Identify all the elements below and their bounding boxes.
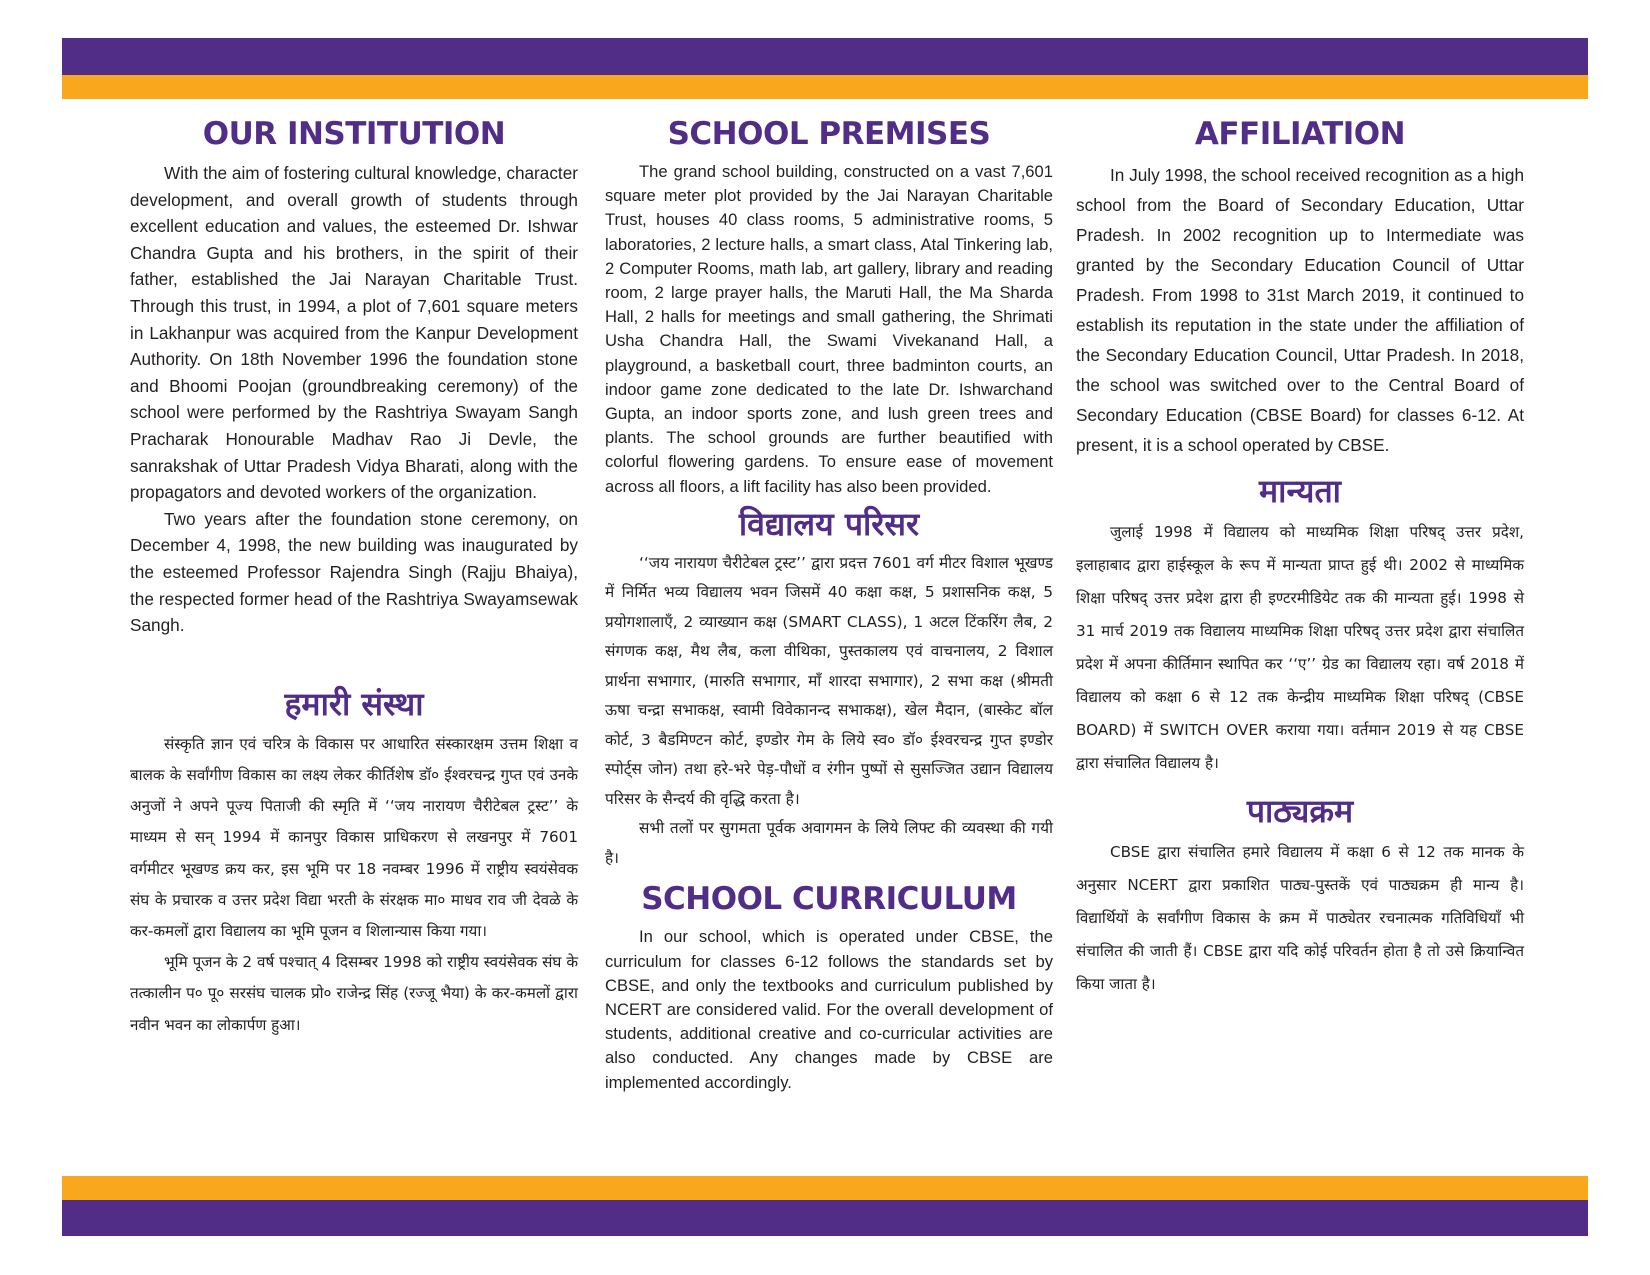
premises-hindi-paragraph-1: ‘‘जय नारायण चैरीटेबल ट्रस्ट’’ द्वारा प्रदत्त 7601 वर्ग मीटर विशाल भूखण्ड में निर्मित भव्य विद्यालय भवन जिसमें 40 कक्षा कक्ष, 5 प्रशासनिक कक्ष, 5 प्रयोगशालाएँ, 2 व्याख्यान कक्ष (SMART CLASS), 1 अटल टिंकरिंग लैब, 2 संगणक कक्ष, मैथ लैब, कला वीथिका, पुस्तकालय एवं वाचनालय, 2 विशाल प्रार्थना सभागार, (मारुति सभागार, माँ शारदा सभागार), 2 सभा कक्ष (श्रीमती ऊषा चन्द्रा सभाकक्ष, स्वामी विवेकानन्द सभाकक्ष), खेल मैदान, (बास्केट बॉल कोर्ट, 3 बैडमिण्टन कोर्ट, इण्डोर गेम के लिये स्व० डॉ० ईश्वरचन्द्र गुप्त इण्डोर स्पोर्ट्स जोन) तथा हरे-भरे पेड़-पौधों व रंगीन पुष्पों से सुसज्जित उद्यान विद्यालय परिसर के सैन्दर्य की वृद्धि करता है। <box>605 553 1053 808</box>
bottom-purple-band <box>62 1200 1588 1236</box>
top-orange-band <box>62 75 1588 99</box>
heading-manyata: मान्यता <box>1259 472 1341 510</box>
heading-affiliation: AFFILIATION <box>1194 116 1406 152</box>
institution-hindi-paragraph-2: भूमि पूजन के 2 वर्ष पश्चात् 4 दिसम्बर 1998 को राष्ट्रीय स्वयंसेवक संघ के तत्कालीन प० पू० सरसंघ चालक प्रो० राजेन्द्र सिंह (रज्जू भैया) के कर-कमलों द्वारा नवीन भवन का लोकार्पण हुआ। <box>130 953 578 1034</box>
institution-paragraph-1: With the aim of fostering cultural knowledge, character development, and overall growth of students through excellent education and values, the esteemed Dr. Ishwar Chandra Gupta and his brothers, in the spirit of their father, established the Jai Narayan Charitable Trust. Through this trust, in 1994, a plot of 7,601 square meters in Lakhanpur was acquired from the Kanpur Development Authority. On 18th November 1996 the foundation stone and Bhoomi Poojan (groundbreaking ceremony) of the school were performed by the Rashtriya Swayam Sangh Pracharak Honourable Madhav Rao Ji Devle, the sanrakshak of Uttar Pradesh Vidya Bharati, along with the propagators and devoted workers of the organization. <box>130 163 578 503</box>
column-affiliation <box>1076 108 1524 1001</box>
bottom-orange-band <box>62 1176 1588 1200</box>
heading-school-premises: SCHOOL PREMISES <box>667 116 991 152</box>
column-school-premises <box>605 108 1053 1095</box>
premises-paragraph-1: The grand school building, constructed on a vast 7,601 square meter plot provided by the Jai Narayan Charitable Trust, houses 40 class rooms, 5 administrative rooms, 5 laboratories, 2 lecture halls, a smart class, Atal Tinkering lab, 2 Computer Rooms, math lab, art gallery, library and reading room, 2 large prayer halls, the Maruti Hall, the Ma Sharda Hall, 2 halls for meetings and small gathering, the Shrimati Usha Chandra Hall, the Swami Vivekanand Hall, a playground, a basketball court, three badminton courts, an indoor game zone dedicated to the late Dr. Ishwarchand Gupta, an indoor sports zone, and lush green trees and plants. The school grounds are further beautified with colorful flowering gardens. To ensure ease of movement across all floors, a lift facility has also been provided. <box>605 162 1053 496</box>
affiliation-paragraph-1: In July 1998, the school received recognition as a high school from the Board of Secondary Education, Uttar Pradesh. In 2002 recognition up to Intermediate was granted by the Secondary Education Council of Uttar Pradesh. From 1998 to 31st March 2019, it continued to establish its reputation in the state under the affiliation of the Secondary Education Council, Uttar Pradesh. In 2018, the school was switched over to the Central Board of Secondary Education (CBSE Board) for classes 6-12. At present, it is a school operated by CBSE. <box>1076 165 1524 455</box>
curriculum-paragraph-1: In our school, which is operated under CBSE, the curriculum for classes 6-12 follows the standards set by CBSE, and only the textbooks and curriculum published by NCERT are considered valid. For the overall development of students, additional creative and co-curricular activities are also conducted. Any changes made by CBSE are implemented accordingly. <box>605 927 1053 1092</box>
institution-hindi-paragraph-1: संस्कृति ज्ञान एवं चरित्र के विकास पर आधारित संस्कारक्षम उत्तम शिक्षा व बालक के सर्वांगीण विकास का लक्ष्य लेकर कीर्तिशेष डॉ० ईश्वरचन्द्र गुप्त एवं उनके अनुजों ने अपने पूज्य पिताजी की स्मृति में ‘‘जय नारायण चैरीटेबल ट्रस्ट’’ के माध्यम से सन् 1994 में कानपुर विकास प्राधिकरण से लखनपुर में 7601 वर्गमीटर भूखण्ड क्रय कर, इस भूमि पर 18 नवम्बर 1996 में राष्ट्रीय स्वयंसेवक संघ के प्रचारक व उत्तर प्रदेश विद्या भरती के संरक्षक मा० माधव राव जी देवळे के कर-कमलों द्वारा विद्यालय का भूमि पूजन व शिलान्यास किया गया। <box>130 734 578 940</box>
institution-paragraph-2: Two years after the foundation stone ceremony, on December 4, 1998, the new building was inaugurated by the esteemed Professor Rajendra Singh (Rajju Bhaiya), the respected former head of the Rashtriya Swayamsewak Sangh. <box>130 508 578 636</box>
heading-our-institution: OUR INSTITUTION <box>202 116 506 152</box>
heading-hamari-sanstha: हमारी संस्था <box>284 684 424 723</box>
curriculum-hindi-paragraph-1: CBSE द्वारा संचालित हमारे विद्यालय में कक्षा 6 से 12 तक मानक के अनुसार NCERT द्वारा प्रकाशित पाठ्य-पुस्तकें एवं पाठ्यक्रम ही मान्य है। विद्यार्थियों के सर्वांगीण विकास के क्रम में पाठ्येतर रचनात्मक गतिविधियाँ भी संचालित की जाती हैं। CBSE द्वारा यदि कोई परिवर्तन होता है तो उसे क्रियान्वित किया जाता है। <box>1076 843 1524 993</box>
heading-pathyakram: पाठ्यक्रम <box>1246 792 1354 830</box>
heading-vidyalaya-parisar: विद्यालय परिसर <box>738 504 920 543</box>
column-our-institution <box>130 108 578 1041</box>
premises-hindi-paragraph-2: सभी तलों पर सुगमता पूर्वक अवागमन के लिये लिफ्ट की व्यवस्था की गयी है। <box>605 819 1053 867</box>
affiliation-hindi-paragraph-1: जुलाई 1998 में विद्यालय को माध्यमिक शिक्षा परिषद् उत्तर प्रदेश, इलाहाबाद द्वारा हाईस्कूल के रूप में मान्यता प्राप्त हुई थी। 2002 से माध्यमिक शिक्षा परिषद् उत्तर प्रदेश द्वारा ही इण्टरमीडियेट तक की मान्यता हुई। 1998 से 31 मार्च 2019 तक विद्यालय माध्यमिक शिक्षा परिषद् उत्तर प्रदेश द्वारा संचालित प्रदेश में अपना कीर्तिमान स्थापित कर ‘‘ए’’ ग्रेड का विद्यालय रहा। वर्ष 2018 में विद्यालय को कक्षा 6 से 12 तक केन्द्रीय माध्यमिक शिक्षा परिषद् (CBSE BOARD) में SWITCH OVER कराया गया। वर्तमान 2019 से यह CBSE द्वारा संचालित विद्यालय है। <box>1076 523 1524 772</box>
top-purple-band <box>62 38 1588 75</box>
spacer <box>130 639 578 679</box>
heading-school-curriculum: SCHOOL CURRICULUM <box>641 881 1017 918</box>
